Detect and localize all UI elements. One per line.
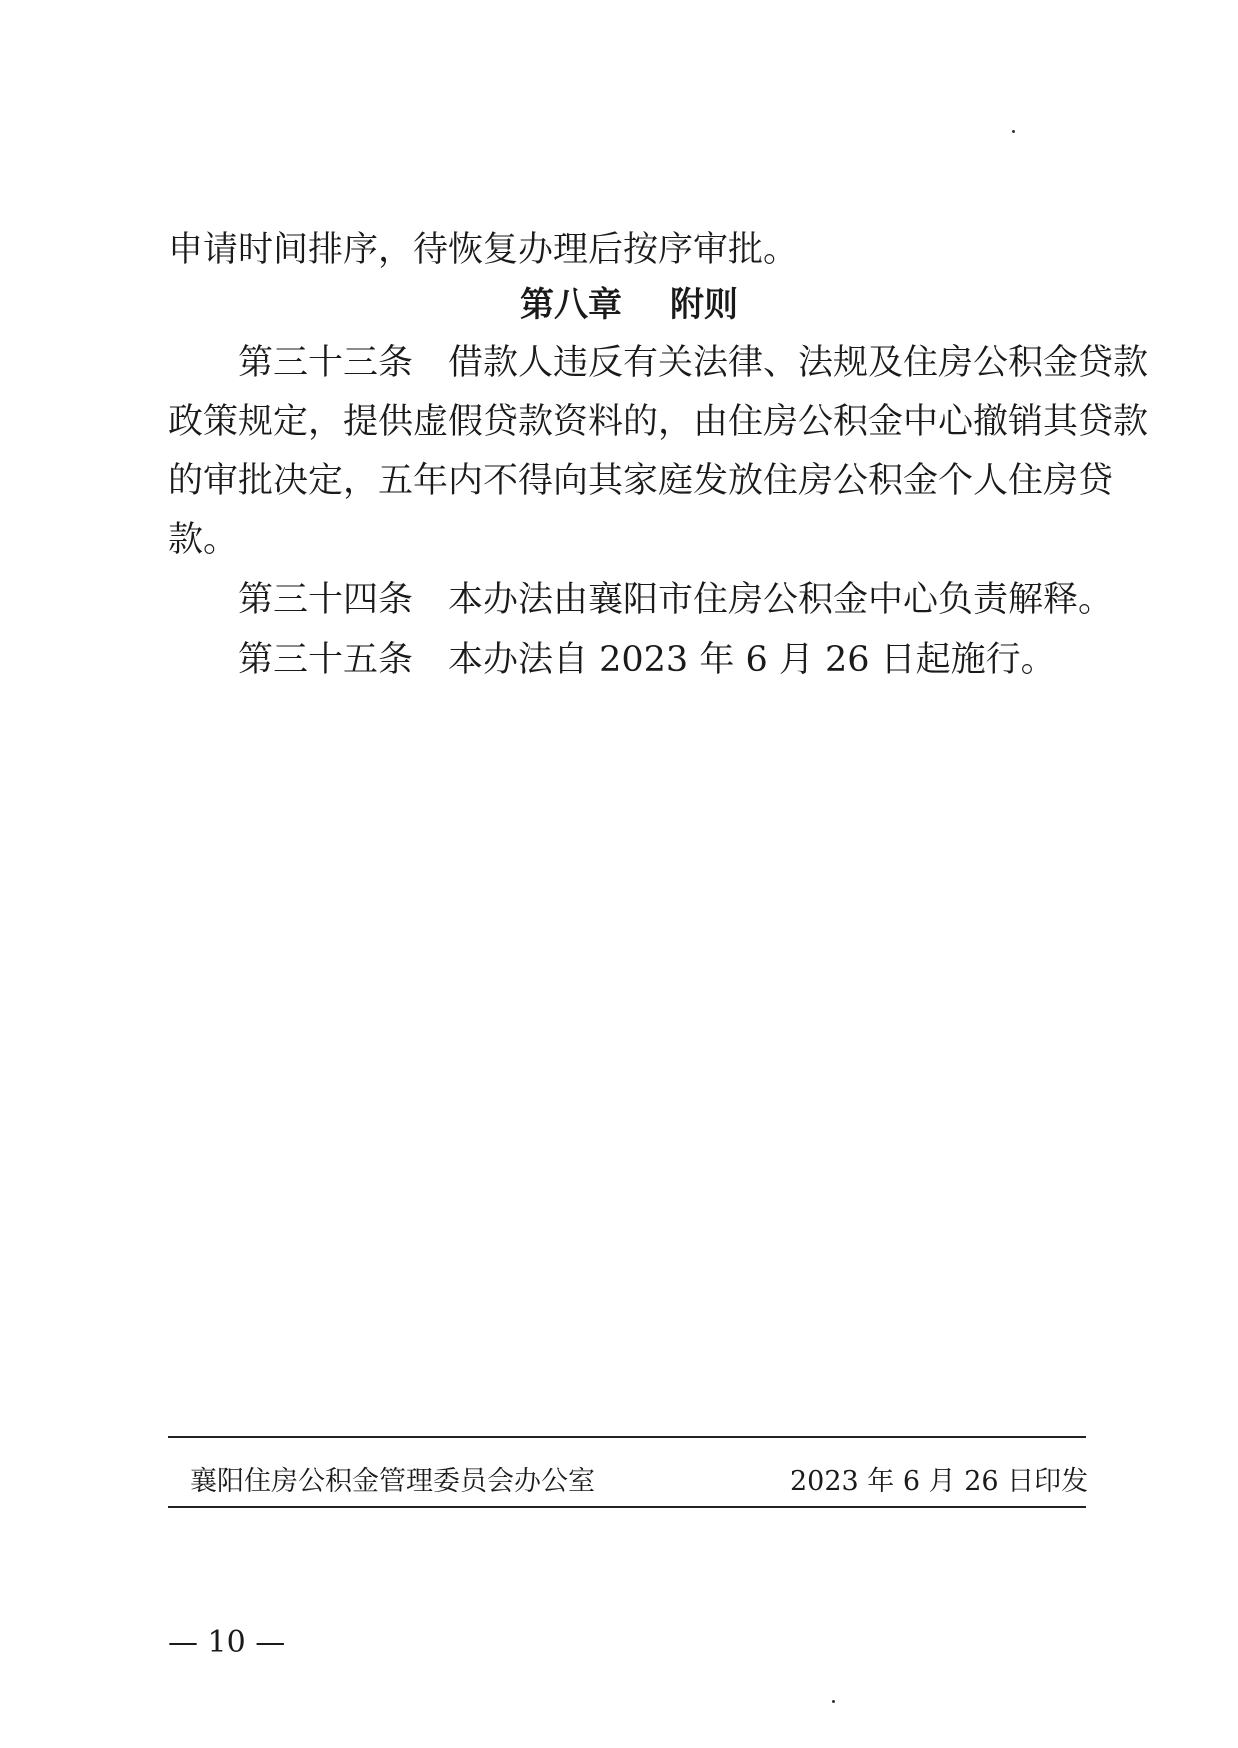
footer-top-rule	[168, 1436, 1086, 1438]
continuation-line: 申请时间排序，待恢复办理后按序审批。	[168, 230, 799, 270]
footer-print-date: 2023 年 6 月 26 日印发	[790, 1466, 1089, 1497]
article-33-line-1: 第三十三条 借款人违反有关法律、法规及住房公积金贷款	[238, 343, 1149, 383]
article-33-line-2: 政策规定，提供虚假贷款资料的，由住房公积金中心撤销其贷款	[168, 402, 1149, 442]
article-33-line-4: 款。	[168, 520, 239, 560]
chapter-heading	[520, 285, 738, 325]
article-34: 第三十四条 本办法由襄阳市住房公积金中心负责解释。	[238, 580, 1114, 620]
footer-issuer: 襄阳住房公积金管理委员会办公室	[190, 1466, 595, 1497]
footer-bottom-rule	[168, 1506, 1086, 1508]
article-33-line-3: 的审批决定，五年内不得向其家庭发放住房公积金个人住房贷	[168, 461, 1114, 501]
scan-speck	[1012, 130, 1015, 133]
scan-speck	[832, 1700, 835, 1703]
page-number: — 10 —	[168, 1625, 286, 1660]
chapter-title: 附则	[670, 285, 738, 325]
article-35: 第三十五条 本办法自 2023 年 6 月 26 日起施行。	[238, 640, 1056, 680]
chapter-number: 第八章	[520, 285, 622, 325]
